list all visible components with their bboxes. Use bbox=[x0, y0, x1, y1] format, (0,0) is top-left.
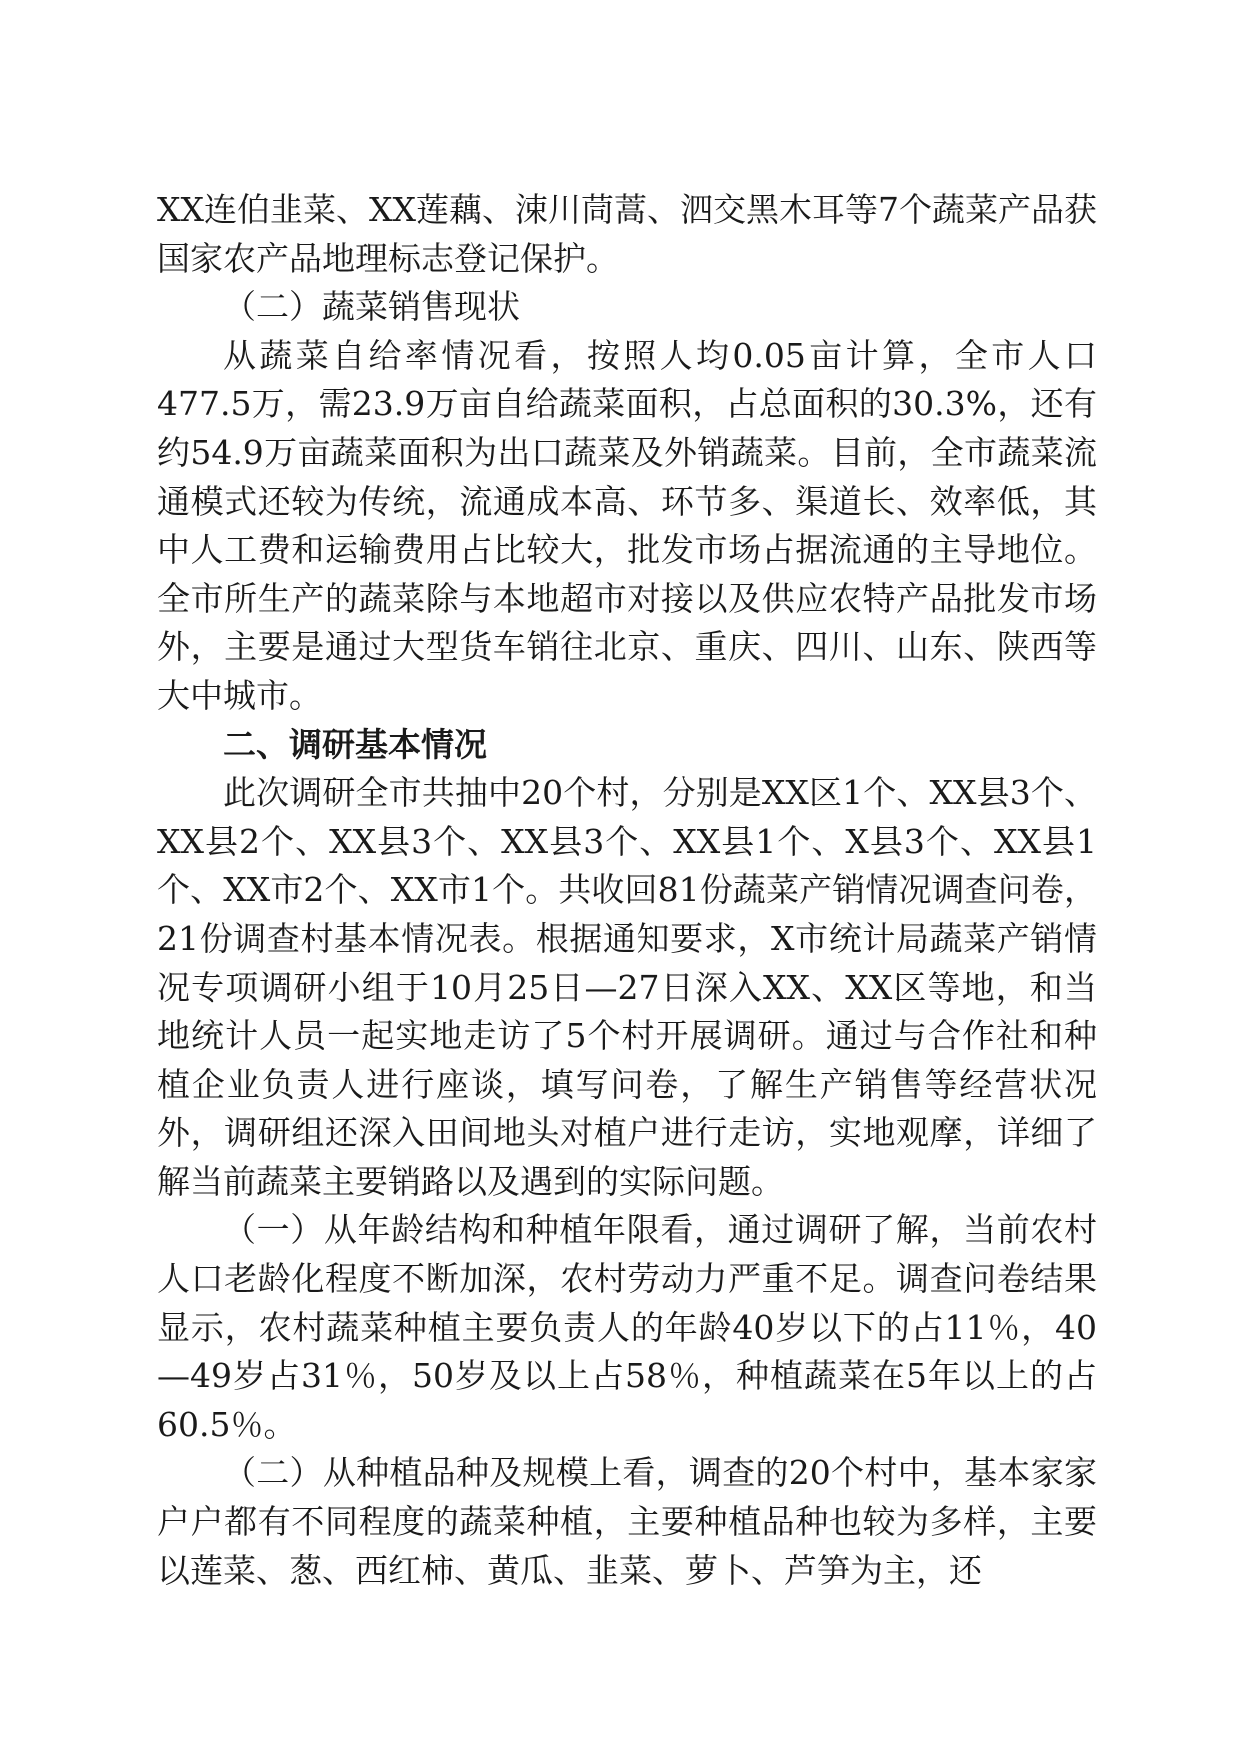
paragraph-survey-overview: 此次调研全市共抽中20个村，分别是XX区1个、XX县3个、XX县2个、XX县3个、XX县3个、XX县1个、X县3个、XX县1个、XX市2个、XX市1个。共收回81份蔬菜产销情况调查问卷，21份调查村基本情况表。根据通知要求，X市统计局蔬菜产销情况专项调研小组于10月25日—27日深入XX、XX区等地，和当地统计人员一起实地走访了5个村开展调研。通过与合作社和种植企业负责人进行座谈，填写问卷，了解生产销售等经营状况外，调研组还深入田间地头对植户进行走访，实地观摩，详细了解当前蔬菜主要销路以及遇到的实际问题。 bbox=[157, 773, 1097, 1201]
document-body bbox=[157, 186, 1097, 1595]
section-heading-survey: 二、调研基本情况 bbox=[223, 724, 487, 764]
paragraph-sales-status: 从蔬菜自给率情况看，按照人均0.05亩计算，全市人口477.5万，需23.9万亩自给蔬菜面积，占总面积的30.3%，还有约54.9万亩蔬菜面积为出口蔬菜及外销蔬菜。目前，全市蔬菜流通模式还较为传统，流通成本高、环节多、渠道长、效率低，其中人工费和运输费用占比较大，批发市场占据流通的主导地位。全市所生产的蔬菜除与本地超市对接以及供应农特产品批发市场外，主要是通过大型货车销往北京、重庆、四川、山东、陕西等大中城市。 bbox=[157, 335, 1097, 715]
paragraph-continuation: XX连伯韭菜、XX莲藕、涑川茼蒿、泗交黑木耳等7个蔬菜产品获国家农产品地理标志登记保护。 bbox=[157, 190, 1097, 278]
paragraph-age-structure: （一）从年龄结构和种植年限看，通过调研了解，当前农村人口老龄化程度不断加深，农村劳动力严重不足。调查问卷结果显示，农村蔬菜种植主要负责人的年龄40岁以下的占11％，40—49岁占31％，50岁及以上占58％，种植蔬菜在5年以上的占60.5％。 bbox=[157, 1210, 1097, 1444]
section-subheading-sales: （二）蔬菜销售现状 bbox=[223, 287, 520, 327]
paragraph-varieties: （二）从种植品种及规模上看，调查的20个村中，基本家家户户都有不同程度的蔬菜种植，主要种植品种也较为多样，主要以莲菜、葱、西红柿、黄瓜、韭菜、萝卜、芦笋为主，还 bbox=[157, 1453, 1097, 1590]
